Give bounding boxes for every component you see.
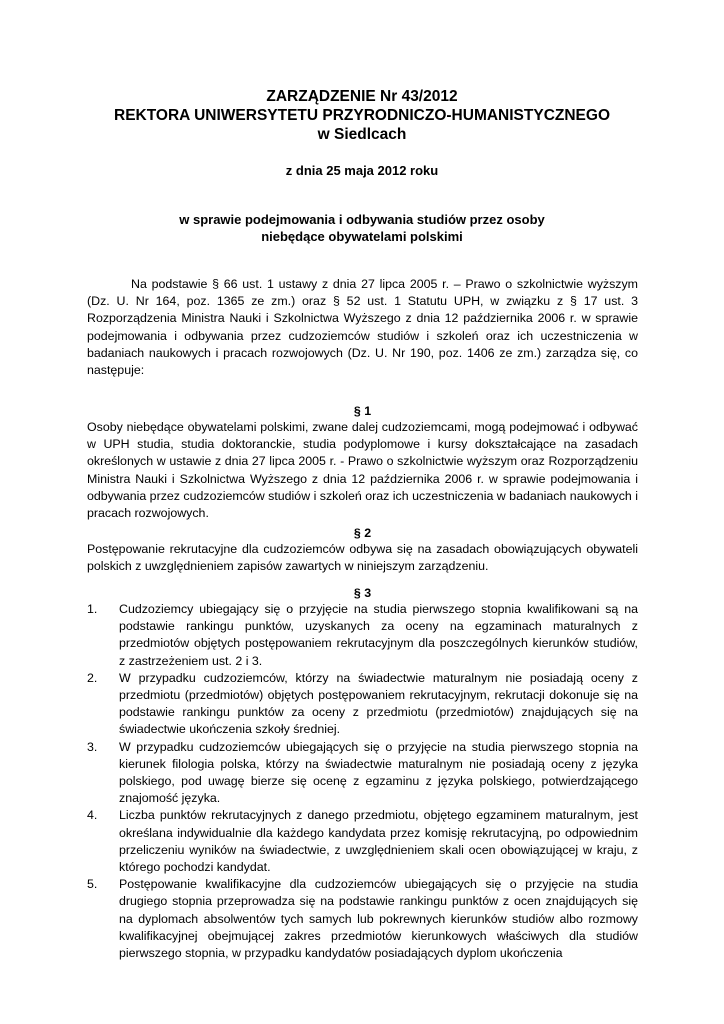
section-1-heading: § 1 bbox=[353, 404, 372, 418]
document-title bbox=[80, 87, 644, 144]
intro-paragraph: Na podstawie § 66 ust. 1 ustawy z dnia 27 lipca 2005 r. – Prawo o szkolnictwie wyższym (Dz. U. Nr 164, poz. 1365 ze zm.) oraz § 52 ust. 1 Statutu UPH, w związku z § 17 ust. 3 Rozporządzenia Ministra Nauki i Szkolnictwa Wyższego z dnia 12 października 2006 r. w sprawie podejmowania i odbywania przez cudzoziemców studiów i szkoleń oraz ich uczestniczenia w badaniach naukowych i pracach rozwojowych (Dz. U. Nr 190, poz. 1406 ze zm.) zarządza się, co następuje: bbox=[87, 277, 638, 378]
subject-line-1: w sprawie podejmowania i odbywania studiów przez osoby bbox=[179, 212, 545, 227]
document-subject bbox=[80, 211, 644, 245]
list-item-text: W przypadku cudzoziemców, którzy na świadectwie maturalnym nie posiadają oceny z przedmiotu (przedmiotów) objętych postępowaniem rekrutacyjnym, rekrutacji dokonuje się na podstawie rankingu punktów za oceny z przedmiotu (przedmiotów) znajdujących się na świadectwie ukończenia szkoły średniej. bbox=[119, 670, 638, 737]
list-item-number: 5. bbox=[87, 877, 98, 892]
section-2-heading: § 2 bbox=[353, 526, 372, 540]
list-item bbox=[87, 739, 638, 808]
list-item-text: Cudzoziemcy ubiegający się o przyjęcie na studia pierwszego stopnia kwalifikowani są na podstawie rankingu punktów, uzyskanych za oceny na egzaminach maturalnych z przedmiotów objętych postępowaniem rekrutacyjnym dla poszczególnych kierunków studiów, z zastrzeżeniem ust. 2 i 3. bbox=[119, 602, 638, 668]
list-item-number: 2. bbox=[87, 670, 98, 685]
section-1-text: Osoby niebędące obywatelami polskimi, zwane dalej cudzoziemcami, mogą podejmować i odbywać w UPH studia, studia doktoranckie, studia podyplomowe i kursy dokształcające na zasadach określonych w ustawie z dnia 27 lipca 2005 r. - Prawo o szkolnictwie wyższym oraz Rozporządzeniu Ministra Nauki i Szkolnictwa Wyższego z dnia 12 października 2006 r. w sprawie podejmowania i odbywania przez cudzoziemców studiów i szkoleń oraz ich uczestniczenia w badaniach naukowych i pracach rozwojowych. bbox=[87, 420, 638, 521]
list-item-number: 4. bbox=[87, 808, 98, 823]
document-date: z dnia 25 maja 2012 roku bbox=[285, 163, 439, 178]
title-line-2: REKTORA UNIWERSYTETU PRZYRODNICZO-HUMANISTYCZNEGO bbox=[114, 107, 610, 124]
section-3-list bbox=[87, 601, 638, 962]
subject-line-2: niebędące obywatelami polskimi bbox=[261, 229, 463, 244]
list-item-text: W przypadku cudzoziemców ubiegających się o przyjęcie na studia pierwszego stopnia na kierunek filologia polska, którzy na świadectwie maturalnym nie posiadają oceny z języka polskiego, pod uwagę bierze się ocenę z egzaminu z języka polskiego, potwierdzającego znajomość języka. bbox=[119, 739, 638, 806]
list-item bbox=[87, 876, 638, 962]
list-item bbox=[87, 807, 638, 876]
list-item bbox=[87, 670, 638, 739]
list-item-number: 1. bbox=[87, 602, 98, 616]
list-item-text: Liczba punktów rekrutacyjnych z danego przedmiotu, objętego egzaminem maturalnym, jest określana indywidualnie dla każdego kandydata przez komisję rekrutacyjną, po odpowiednim przeliczeniu wyników na świadectwie, z uwzględnieniem skali ocen obowiązującej w kraju, z którego pochodzi kandydat. bbox=[119, 808, 638, 875]
title-line-3: w Siedlcach bbox=[317, 126, 407, 143]
section-2-text: Postępowanie rekrutacyjne dla cudzoziemców odbywa się na zasadach obowiązujących obywateli polskich z uwzględnieniem zapisów zawartych w niniejszym zarządzeniu. bbox=[87, 542, 638, 574]
section-3-heading: § 3 bbox=[353, 586, 372, 600]
title-line-1: ZARZĄDZENIE Nr 43/2012 bbox=[266, 88, 458, 105]
list-item bbox=[87, 601, 638, 670]
list-item-text: Postępowanie kwalifikacyjne dla cudzoziemców ubiegających się o przyjęcie na studia drugiego stopnia przeprowadza się na podstawie rankingu punktów z ocen znajdujących się na dyplomach absolwentów tych samych lub pokrewnych kierunków studiów albo rozmowy kwalifikacyjnej obejmującej zakres przedmiotów kierunkowych właściwych dla studiów pierwszego stopnia, w przypadku kandydatów posiadających dyplom ukończenia bbox=[119, 877, 638, 961]
list-item-number: 3. bbox=[87, 739, 98, 754]
